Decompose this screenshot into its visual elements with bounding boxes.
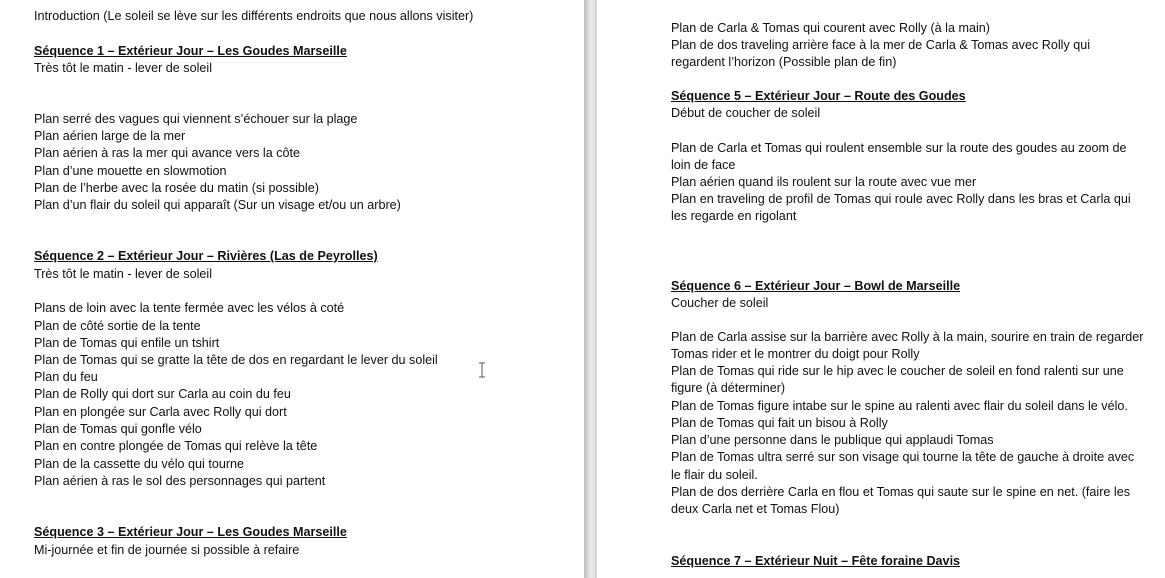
shot-line: Plan serré des vagues qui viennent s’échouer sur la plage xyxy=(34,112,358,126)
shot-line: Plan de Carla & Tomas qui courent avec Rolly (à la main) xyxy=(671,21,990,35)
page-gutter xyxy=(584,0,597,578)
shot-line: Plan de Tomas figure intabe sur le spine au ralenti avec flair du soleil dans le vélo. xyxy=(671,399,1128,413)
shot-line: Plan d’une personne dans le publique qui applaudi Tomas xyxy=(671,433,994,447)
shot-line: Plan de côté sortie de la tente xyxy=(34,319,201,333)
sequence-3-time: Mi-journée et fin de journée si possible à refaire xyxy=(34,543,300,557)
sequence-5-time: Début de coucher de soleil xyxy=(671,106,821,120)
shot-line: Plan du feu xyxy=(34,370,98,384)
shot-line: figure (à déterminer) xyxy=(671,381,786,395)
shot-line: Plan aérien quand ils roulent sur la route avec vue mer xyxy=(671,175,977,189)
sequence-2-heading: Séquence 2 – Extérieur Jour – Rivières (Las de Peyrolles) xyxy=(34,249,378,263)
shot-line: Plan de Tomas qui enfile un tshirt xyxy=(34,336,220,350)
shot-line: Plan de Carla et Tomas qui roulent ensemble sur la route des goudes au zoom de xyxy=(671,141,1127,155)
shot-line: Plan de Tomas qui ride sur le hip avec le coucher de soleil en fond ralenti sur une xyxy=(671,364,1124,378)
sequence-2-time: Très tôt le matin - lever de soleil xyxy=(34,267,213,281)
shot-line: Plan de Tomas qui gonfle vélo xyxy=(34,422,202,436)
shot-line: Plan aérien à ras le sol des personnages qui partent xyxy=(34,474,326,488)
text-cursor-icon xyxy=(478,362,486,378)
document-page-right[interactable] xyxy=(597,0,1165,578)
shot-line: Plan de Tomas ultra serré sur son visage qui tourne la tête de gauche à droite avec xyxy=(671,450,1135,464)
shot-line: Plan en plongée sur Carla avec Rolly qui dort xyxy=(34,405,287,419)
shot-line: Plan de l’herbe avec la rosée du matin (si possible) xyxy=(34,181,319,195)
shot-line: Plan d’un flair du soleil qui apparaît (Sur un visage et/ou un arbre) xyxy=(34,198,401,212)
shot-line: deux Carla net et Tomas Flou) xyxy=(671,502,840,516)
shot-line: Plan de Carla assise sur la barrière avec Rolly à la main, sourire en train de regarder xyxy=(671,330,1144,344)
shot-line: Plan de Rolly qui dort sur Carla au coin du feu xyxy=(34,387,291,401)
shot-line: regardent l’horizon (Possible plan de fin) xyxy=(671,55,897,69)
shot-line: Tomas rider et le montrer du doigt pour Rolly xyxy=(671,347,920,361)
shot-line: Plan de Tomas qui fait un bisou à Rolly xyxy=(671,416,888,430)
intro-line: Introduction (Le soleil se lève sur les différents endroits que nous allons visiter) xyxy=(34,9,474,23)
sequence-5-heading: Séquence 5 – Extérieur Jour – Route des Goudes xyxy=(671,89,966,103)
shot-line: Plan aérien large de la mer xyxy=(34,129,186,143)
shot-line: Plan d’une mouette en slowmotion xyxy=(34,164,227,178)
shot-line: Plans de loin avec la tente fermée avec les vélos à coté xyxy=(34,301,345,315)
shot-line: le flair du soleil. xyxy=(671,468,758,482)
shot-line: Plan de la cassette du vélo qui tourne xyxy=(34,457,245,471)
sequence-6-heading: Séquence 6 – Extérieur Jour – Bowl de Marseille xyxy=(671,279,961,293)
shot-line: Plan de Tomas qui se gratte la tête de dos en regardant le lever du soleil xyxy=(34,353,438,367)
sequence-3-heading: Séquence 3 – Extérieur Jour – Les Goudes Marseille xyxy=(34,525,347,539)
sequence-1-time: Très tôt le matin - lever de soleil xyxy=(34,61,213,75)
shot-line: Plan de dos derrière Carla en flou et Tomas qui saute sur le spine en net. (faire les xyxy=(671,485,1130,499)
shot-line: Plan en traveling de profil de Tomas qui roule avec Rolly dans les bras et Carla qui xyxy=(671,192,1131,206)
shot-line: Plan en contre plongée de Tomas qui relève la tête xyxy=(34,439,318,453)
sequence-1-heading: Séquence 1 – Extérieur Jour – Les Goudes Marseille xyxy=(34,44,347,58)
shot-line: loin de face xyxy=(671,158,736,172)
sequence-6-time: Coucher de soleil xyxy=(671,296,769,310)
sequence-7-heading: Séquence 7 – Extérieur Nuit – Fête foraine Davis xyxy=(671,554,961,568)
shot-line: les regarde en rigolant xyxy=(671,209,797,223)
shot-line: Plan de dos traveling arrière face à la mer de Carla & Tomas avec Rolly qui xyxy=(671,38,1091,52)
shot-line: Plan aérien à ras la mer qui avance vers la côte xyxy=(34,146,301,160)
